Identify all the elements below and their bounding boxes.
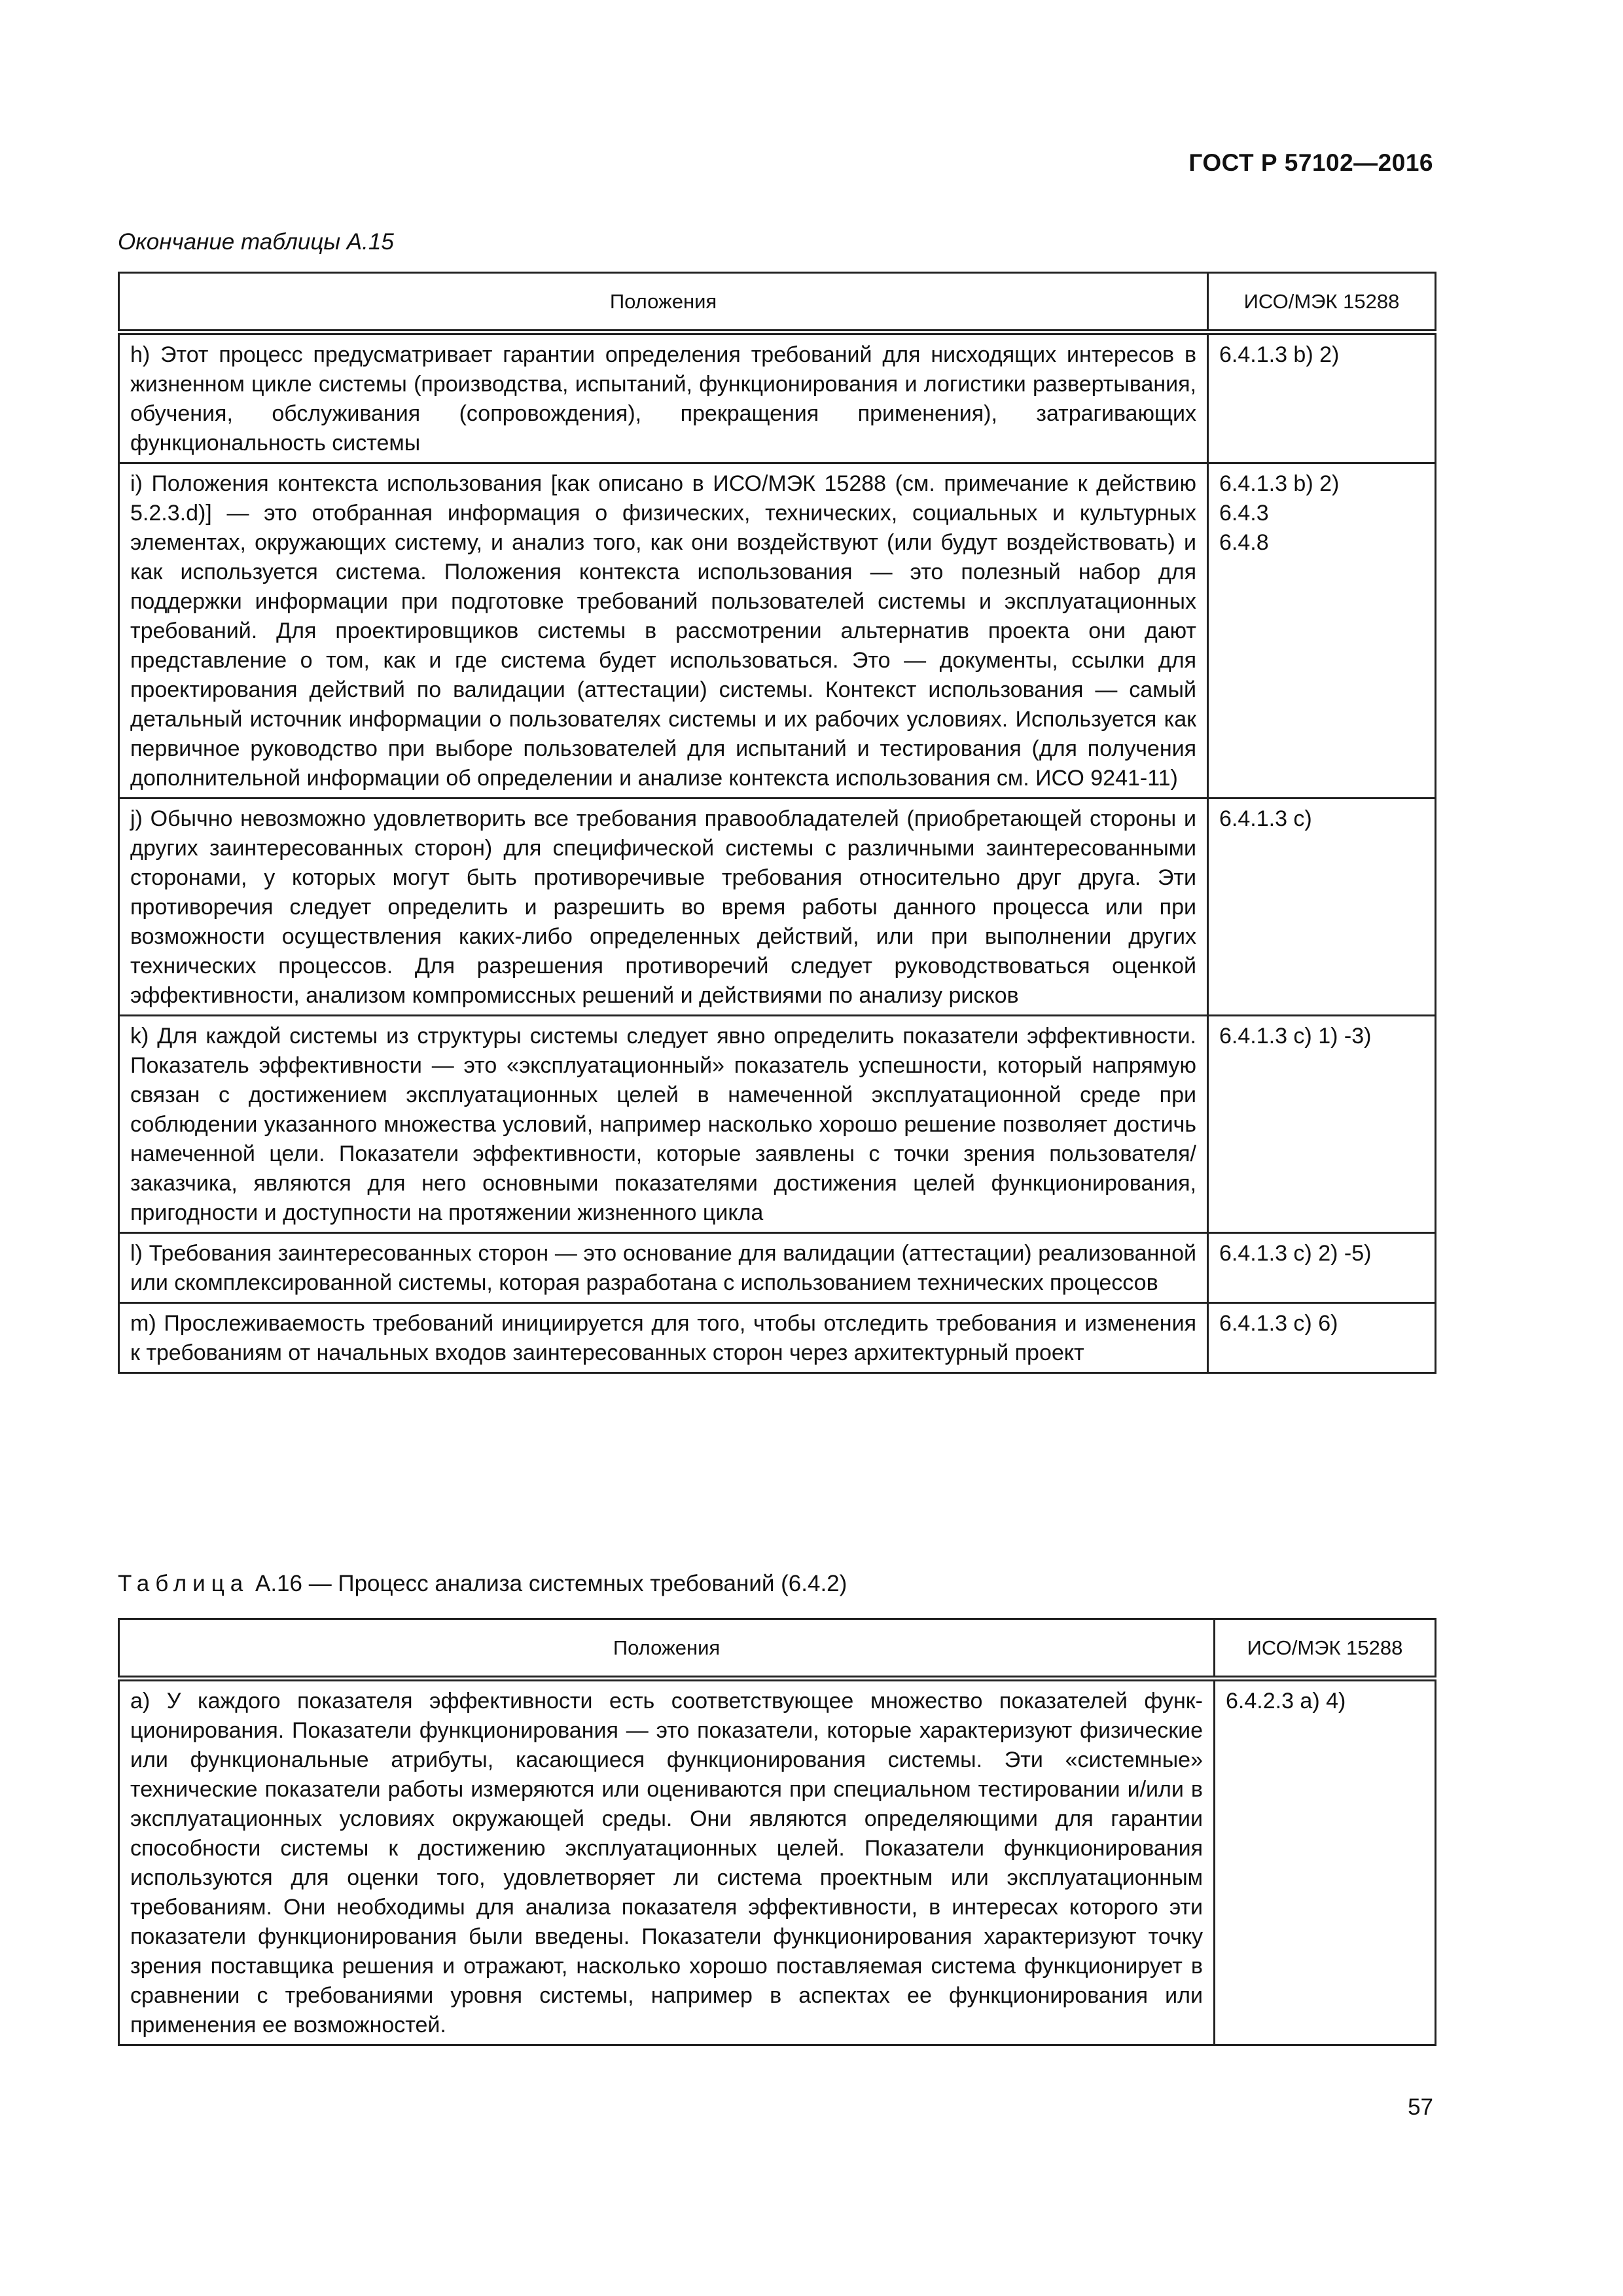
table-header-row	[119, 1619, 1436, 1679]
page-number: 57	[1408, 2094, 1433, 2120]
column-header-standard: ИСО/МЭК 15288	[1208, 273, 1436, 332]
provision-text: h) Этот процесс предусматривает гарантии определения требований для нисходящих интересов в жизненном цикле системы (производства, испытаний, функционирования и логистики развертывания, обучения, обслуживания (сопровождения), прекращения применения), затрагивающих функциональность системы	[119, 332, 1208, 463]
table-caption-title: А.16 — Процесс анализа системных требований (6.4.2)	[255, 1571, 847, 1596]
standard-reference: 6.4.1.3 b) 2) 6.4.3 6.4.8	[1208, 463, 1436, 798]
table-a16-caption	[118, 1571, 847, 1597]
provision-text: i) Положения контекста использования [как описано в ИСО/МЭК 15288 (см. примечание к действию 5.2.3.d)] — это отобранная информация о физических, технических, социальных и культурных элементах, окружающих систему, и анализ того, как они воздействуют (или будут воздействовать) и как используется система. Положения контекста использования — это полезный набор для поддержки информации при подготовке требований пользователей системы и эксплуатационных требований. Для проектировщиков системы в рассмотрении альтернатив проекта они дают представление о том, как и где система будет использоваться. Это — документы, ссылки для проектирования действий по валидации (аттестации) системы. Контекст использования — самый детальный источник информации о пользователях системы и их рабочих условиях. Используется как первичное руководство при выборе пользователей для испытаний и тестирования (для получения дополнительной информации об определении и анализе контекста использования см. ИСО 9241-11)	[119, 463, 1208, 798]
standard-reference: 6.4.1.3 c) 1) -3)	[1208, 1016, 1436, 1233]
provision-text: m) Прослеживаемость требований инициируется для того, чтобы отследить требования и изменения к требованиям от начальных входов заинтересованных сторон через архитектурный проект	[119, 1303, 1208, 1373]
column-header-standard: ИСО/МЭК 15288	[1215, 1619, 1436, 1679]
table-row	[119, 1679, 1436, 2045]
table-row	[119, 332, 1436, 463]
document-code: ГОСТ Р 57102—2016	[1188, 149, 1433, 176]
table-row	[119, 1016, 1436, 1233]
standard-reference: 6.4.1.3 c) 2) -5)	[1208, 1233, 1436, 1303]
standard-reference: 6.4.1.3 b) 2)	[1208, 332, 1436, 463]
table-a16	[118, 1618, 1436, 2046]
table-row	[119, 1303, 1436, 1373]
column-header-provisions: Положения	[119, 1619, 1215, 1679]
table-row	[119, 798, 1436, 1016]
provision-text: l) Требования заинтересованных сторон — это основание для валидации (аттестации) реализованной или скомплексированной системы, которая разработана с использованием технических процессов	[119, 1233, 1208, 1303]
standard-reference: 6.4.1.3 c)	[1208, 798, 1436, 1016]
standard-reference: 6.4.1.3 c) 6)	[1208, 1303, 1436, 1373]
table-continuation-label: Окончание таблицы А.15	[118, 229, 394, 255]
table-caption-prefix: Таблица	[118, 1571, 249, 1596]
provision-text: k) Для каждой системы из структуры системы следует явно определить показатели эффективности. Показатель эффективности — это «эксплуатационный» показатель успешности, который напрямую связан с достижением эксплуатационных целей в намеченной эксплуатационной среде при соблюдении указанного множества условий, например насколько хорошо решение позволяет достичь намеченной цели. Показатели эффективности, которые заявлены с точки зрения пользователя/заказчика, являются для него основными показателями достижения целей функционирования, пригодности и доступности на протяжении жизненного цикла	[119, 1016, 1208, 1233]
table-a15	[118, 272, 1436, 1374]
standard-reference: 6.4.2.3 а) 4)	[1215, 1679, 1436, 2045]
table-row	[119, 1233, 1436, 1303]
table-row	[119, 463, 1436, 798]
column-header-provisions: Положения	[119, 273, 1208, 332]
provision-text: а) У каждого показателя эффективности есть соответствующее множество показателей функционирования. Показатели функционирования — это показатели, которые характеризуют физические или функциональные атрибуты, касающиеся функционирования системы. Эти «системные» технические показатели работы измеряются или оцениваются при специальном тестировании и/или в эксплуатационных условиях окружающей среды. Они являются определяющими для гарантии способности системы к достижению эксплуатационных целей. Показатели функционирования используются для оценки того, удовлетворяет ли система проектным или эксплуатационным требованиям. Они необходимы для анализа показателя эффективности, в интересах которого эти показатели функционирования были введены. Показатели функционирования характеризуют точку зрения поставщика решения и отражают, насколько хорошо поставляемая система функционирует в сравнении с требованиями уровня системы, например в аспектах ее функционирования или применения ее возможностей.	[119, 1679, 1215, 2045]
table-header-row	[119, 273, 1436, 332]
provision-text: j) Обычно невозможно удовлетворить все требования правообладателей (приобретающей стороны и других заинтересованных сторон) для специфической системы с различными заинтересованными сторонами, у которых могут быть противоречивые требования относительно друг друга. Эти противоречия следует определить и разрешить во время работы данного процесса или при возможности осуществления каких-либо определенных действий, или при выполнении других технических процессов. Для разрешения противоречий следует руководствоваться оценкой эффективности, анализом компромиссных решений и действиями по анализу рисков	[119, 798, 1208, 1016]
